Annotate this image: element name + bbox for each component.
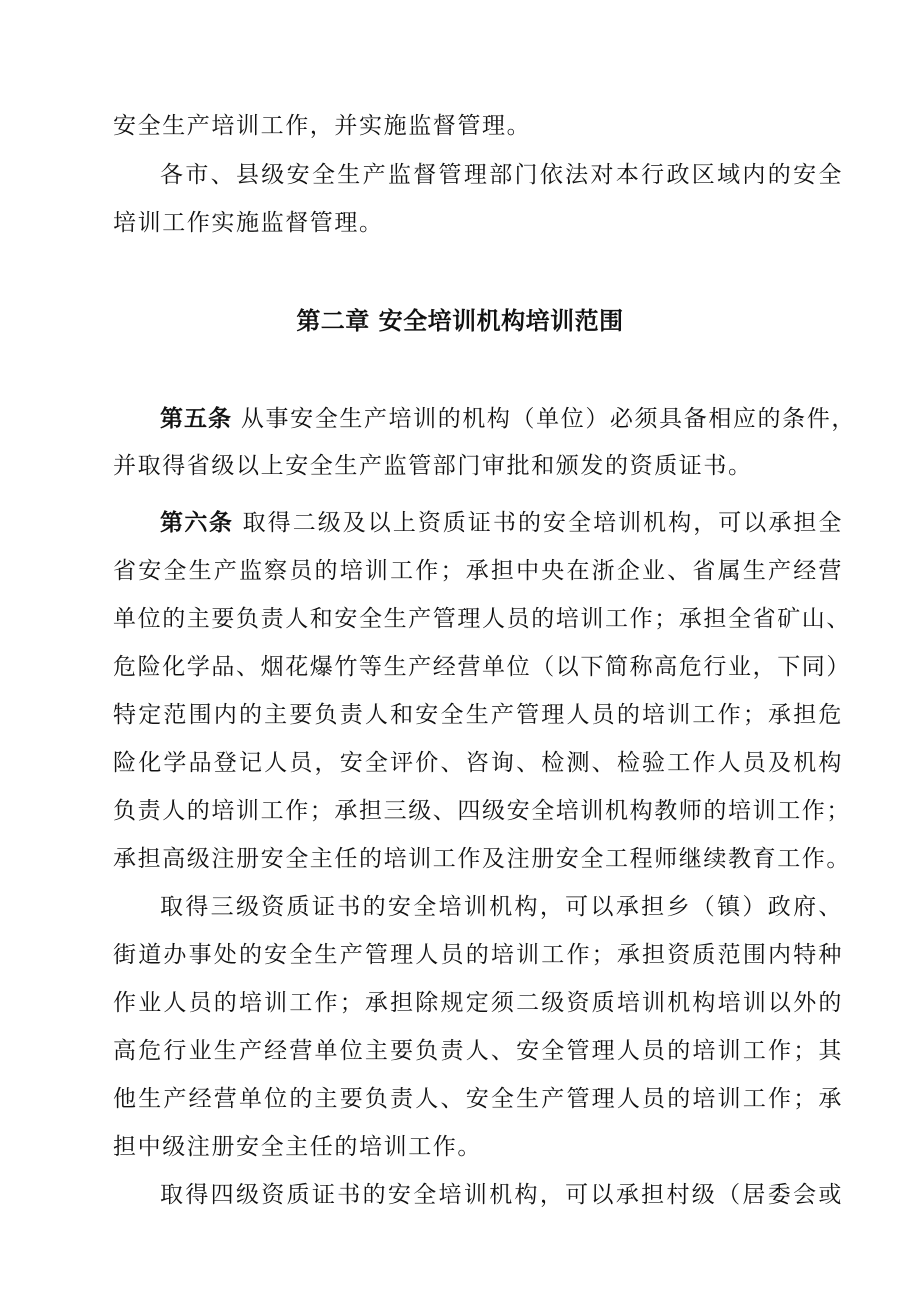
article-5-text: 从事安全生产培训的机构（单位）必须具备相应的条件， <box>240 406 856 432</box>
paragraph-line: 取得三级资质证书的安全培训机构，可以承担乡（镇）政府、 <box>160 894 843 920</box>
paragraph-line: 单位的主要负责人和安全生产管理人员的培训工作；承担全省矿山、 <box>113 606 851 632</box>
paragraph-line: 培训工作实施监督管理。 <box>113 210 384 236</box>
article-6-label: 第六条 <box>160 510 234 536</box>
chapter-heading: 第二章 安全培训机构培训范围 <box>296 307 624 335</box>
paragraph-line: 高危行业生产经营单位主要负责人、安全管理人员的培训工作；其 <box>113 1038 843 1064</box>
paragraph-line: 街道办事处的安全生产管理人员的培训工作；承担资质范围内特种 <box>113 942 843 968</box>
paragraph-line: 担中级注册安全主任的培训工作。 <box>113 1134 482 1160</box>
paragraph-line: 取得四级资质证书的安全培训机构，可以承担村级（居委会或 <box>160 1182 843 1208</box>
article-5-first-line <box>160 404 856 434</box>
article-6-first-line <box>160 508 843 538</box>
paragraph-line: 他生产经营单位的主要负责人、安全生产管理人员的培训工作；承 <box>113 1086 843 1112</box>
paragraph-line: 省安全生产监察员的培训工作；承担中央在浙企业、省属生产经营 <box>113 558 843 584</box>
paragraph-line: 承担高级注册安全主任的培训工作及注册安全工程师继续教育工作。 <box>113 846 851 872</box>
paragraph-line: 危险化学品、烟花爆竹等生产经营单位（以下简称高危行业，下同） <box>113 654 851 680</box>
article-6-text: 取得二级及以上资质证书的安全培训机构，可以承担全 <box>242 510 843 536</box>
paragraph-line: 各市、县级安全生产监督管理部门依法对本行政区域内的安全 <box>160 162 843 188</box>
paragraph-line: 特定范围内的主要负责人和安全生产管理人员的培训工作；承担危 <box>113 702 843 728</box>
paragraph-line: 作业人员的培训工作；承担除规定须二级资质培训机构培训以外的 <box>113 990 843 1016</box>
paragraph-line: 险化学品登记人员，安全评价、咨询、检测、检验工作人员及机构 <box>113 750 843 776</box>
paragraph-line: 安全生产培训工作，并实施监督管理。 <box>113 113 532 139</box>
paragraph-line: 并取得省级以上安全生产监管部门审批和颁发的资质证书。 <box>113 453 753 479</box>
article-5-label: 第五条 <box>160 406 232 432</box>
paragraph-line: 负责人的培训工作；承担三级、四级安全培训机构教师的培训工作； <box>113 798 851 824</box>
